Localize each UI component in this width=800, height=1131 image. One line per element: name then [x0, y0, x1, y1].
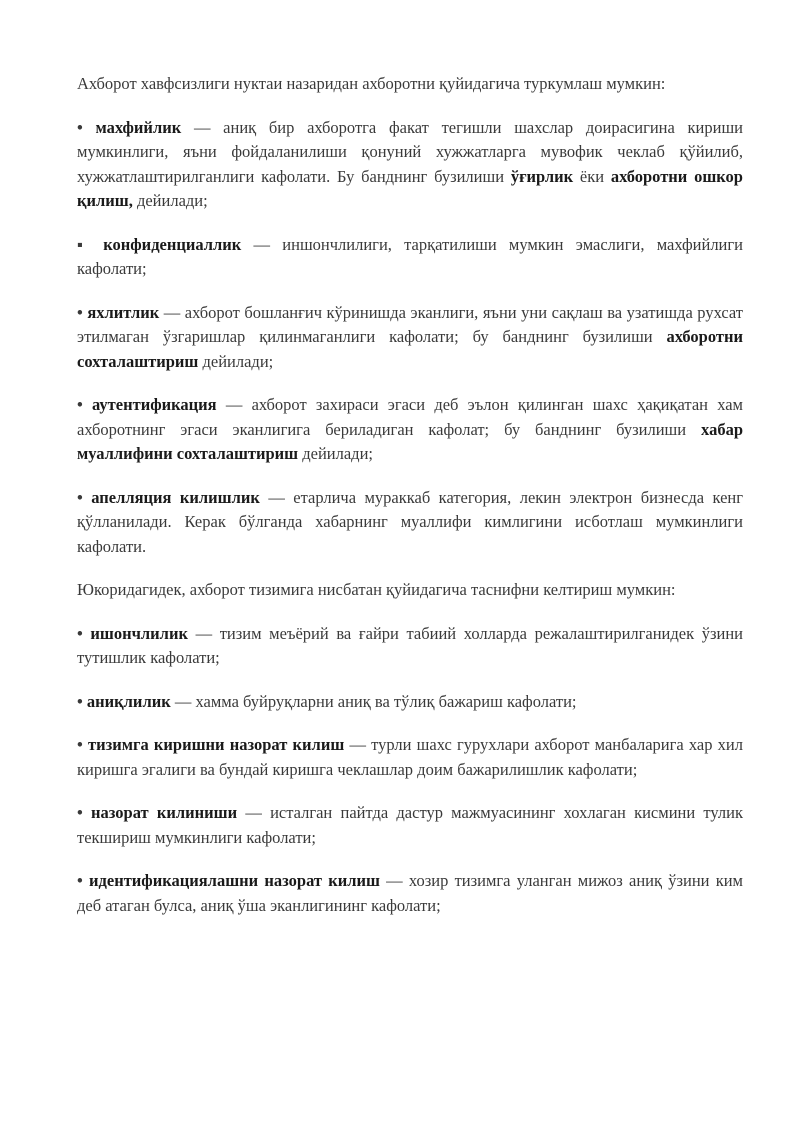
intro-paragraph-1: Ахборот хавфсизлиги нуктаи назаридан ахборотни қуйидагича туркумлаш мумкин:: [77, 74, 666, 93]
list-item-reliability: [77, 622, 743, 671]
definition-tail: дейилади;: [132, 191, 208, 210]
emphasis-text: ўғирлик: [510, 166, 574, 186]
document-page: [77, 72, 743, 937]
definition-tail: дейилади;: [198, 351, 274, 371]
list-item-accuracy: [77, 690, 743, 715]
list-item-appeal: [77, 486, 743, 560]
term: идентификациялашни назорат килиш: [89, 871, 380, 890]
bullet-icon: •: [77, 487, 83, 507]
list-item-confidentiality-1: [77, 116, 743, 214]
term: ишончлилик: [90, 623, 188, 643]
definition-tail: дейилади;: [298, 444, 373, 463]
term: назорат килиниши: [91, 803, 238, 822]
bullet-icon: •: [77, 691, 83, 711]
bullet-icon: •: [77, 395, 83, 414]
definition-text: — турли шахс гурухлари ахборот манбаларига хар хил киришга эгалиги ва бундай киришга чеклашлар доим бажарилишлик кафолати;: [77, 735, 743, 779]
emphasis-text: ахборотни ошкор қилиш,: [77, 166, 743, 210]
definition-text: — хамма буйруқларни аниқ ва тўлиқ бажариш кафолати;: [170, 691, 577, 711]
square-bullet-icon: ▪: [77, 234, 91, 254]
definition-text: — етарлича мураккаб категория, лекин электрон бизнесда кенг қўлланилади. Керак бўлганда хабарнинг муаллифи кимлигини исботлаш мумкинлиги кафолати.: [77, 487, 743, 556]
bullet-icon: •: [77, 623, 83, 643]
definition-text: — исталган пайтда дастур мажмуасининг хохлаган кисмини тулик текшириш мумкинлиги кафолати;: [77, 803, 744, 847]
connector-text: ёки: [573, 166, 611, 186]
term: махфийлик: [95, 117, 182, 137]
emphasis-text: ахборотни сохталаштириш: [77, 327, 743, 371]
bullet-icon: •: [77, 302, 83, 322]
list-item-controllability: [77, 801, 743, 850]
list-item-authentication: [77, 393, 743, 467]
emphasis-text: хабар муаллифини сохталаштириш: [77, 419, 743, 463]
list-item-integrity: [77, 301, 743, 375]
term: конфиденциаллик: [103, 234, 242, 254]
definition-text: — ахборот бошланғич кўринишда эканлиги, яъни уни сақлаш ва узатишда рухсат этилмаган ўзгаришлар қилинмаганлиги кафолати; бу банднинг бузилиши: [77, 302, 743, 346]
definition-text: — аниқ бир ахборотга факат тегишли шахслар доирасигина кириши мумкинлиги, яъни фойдаланилиши қонуний хужжатларга мувофик чеклаб қўйилиб, хужжатлаштирилганлиги кафолати. Бу банднинг бузилиши: [77, 117, 744, 186]
definition-text: — тизим меъёрий ва ғайри табиий холларда режалаштирилганидек ўзини тутишлик кафолати;: [77, 623, 744, 667]
list-item-identification-control: [77, 869, 743, 918]
term: аутентификация: [92, 395, 217, 414]
definition-text: — хозир тизимга уланган мижоз аниқ ўзини ким деб атаган булса, аниқ ўша эканлигининг кафолати;: [77, 871, 743, 915]
list-item-confidentiality-2: [77, 233, 743, 282]
term: апелляция килишлик: [91, 487, 260, 507]
bullet-icon: •: [77, 871, 83, 890]
intro-paragraph-2: Юкоридагидек, ахборот тизимига нисбатан қуйидагича таснифни келтириш мумкин:: [77, 580, 676, 599]
bullet-icon: •: [77, 117, 83, 137]
term: аниқлилик: [86, 691, 171, 711]
term: яхлитлик: [87, 302, 160, 322]
term: тизимга киришни назорат килиш: [87, 735, 345, 754]
bullet-icon: •: [77, 803, 83, 822]
list-item-access-control: [77, 733, 743, 782]
definition-text: — ахборот захираси эгаси деб эълон қилинган шахс ҳақиқатан хам ахборотнинг эгаси эканлигига бериладиган кафолат; бу банднинг бузилиши: [77, 395, 743, 439]
definition-text: — иншончлилиги, тарқатилиши мумкин эмаслиги, махфийлиги кафолати;: [77, 234, 743, 278]
bullet-icon: •: [77, 735, 83, 754]
